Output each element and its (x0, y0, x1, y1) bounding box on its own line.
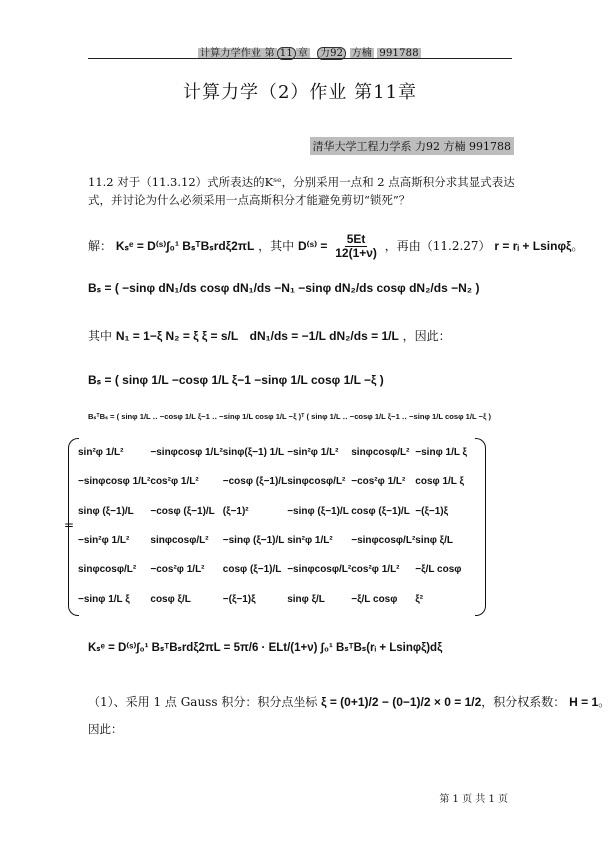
therefore-text: ，因此： (402, 329, 451, 343)
matrix-cell: cosφ 1/L ξ (415, 476, 464, 488)
affiliation: 清华大学工程力学系 力92 方楠 991788 (310, 137, 514, 155)
part1-text-1: （1）、采用 1 点 Gauss 积分：积分点坐标 (88, 695, 318, 709)
header-mid: 章 (297, 48, 309, 59)
matrix-cell: cosφ (ξ−1)/L (222, 564, 282, 576)
matrix-cell: sinφ (ξ−1)/L (78, 505, 134, 517)
matrix-cell: −cosφ (ξ−1)/L (222, 476, 288, 488)
matrix-cell: sinφcosφ/L² (78, 564, 137, 576)
header-rule (88, 58, 512, 59)
matrix-cell: −sinφ 1/L ξ (78, 593, 130, 605)
n-definitions: N₁ = 1−ξ N₂ = ξ ξ = s/L (115, 329, 239, 343)
matrix-cell: −sinφ (ξ−1)/L (222, 535, 285, 547)
bs-row-2: Bₛ = ( sinφ 1/L −cosφ 1/L ξ−1 −sinφ 1/L cosφ 1/L −ξ ) (88, 373, 384, 387)
matrix-cell: (ξ−1)² (222, 505, 249, 517)
header-chapter: 11 (277, 47, 296, 60)
ds-numerator: 5Et (346, 232, 366, 246)
header-prefix: 计算力学作业 第 (200, 48, 275, 59)
solution-label: 解： (88, 239, 113, 253)
ks-expression: Kₛᵉ = D⁽ˢ⁾∫₀¹ BₛᵀBₛrdξ2πL (115, 239, 255, 253)
matrix-cell: sinφ(ξ−1) 1/L (222, 447, 285, 459)
matrix-cell: cos²φ 1/L² (150, 476, 199, 488)
again-text: ，再由（11.2.27） (384, 239, 491, 253)
matrix-cell: cosφ (ξ−1)/L (351, 505, 410, 517)
question-line-2: 式，并讨论为什么必须采用一点高斯积分才能避免剪切“锁死”？ (88, 193, 411, 207)
matrix-cell: sin²φ 1/L² (78, 447, 124, 459)
where-text: ，其中 (258, 239, 295, 253)
where-defs-line (88, 327, 451, 344)
matrix-cell: −sin²φ 1/L² (78, 535, 130, 547)
ds-fraction (333, 233, 379, 260)
matrix-cell: −sinφcosφ/L² (287, 564, 352, 576)
question-line-1: 11.2 对于（11.3.12）式所表达的Kˢᵉ，分别采用一点和 2 点高斯积分求其显式表达 (88, 175, 515, 189)
matrix-cell: −cos²φ 1/L² (351, 476, 406, 488)
where-label: 其中 (88, 329, 113, 343)
matrix-cell: ξ² (415, 593, 424, 605)
ds-lhs: D⁽ˢ⁾ = (297, 239, 328, 253)
matrix-cell: sin²φ 1/L² (287, 535, 333, 547)
matrix-cell: −ξ/L cosφ (351, 593, 398, 605)
period-text: 。 (571, 239, 584, 253)
header-student-id: 991788 (379, 48, 419, 59)
part1-text-2: ，积分权系数： (481, 695, 566, 709)
matrix-cell: −sin²φ 1/L² (287, 447, 339, 459)
part1-period: 。 (598, 695, 610, 709)
matrix-cell: −ξ/L cosφ (415, 564, 462, 576)
btb-matrix (78, 438, 476, 614)
part1-line-2: 因此： (88, 722, 123, 736)
matrix-cell: sinφ ξ/L (287, 593, 325, 605)
ds-denominator: 12(1+ν) (335, 246, 377, 260)
matrix-cell: sinφcosφ/L² (150, 535, 209, 547)
matrix-cell: −sinφcosφ 1/L² (78, 476, 151, 488)
matrix-cell: sinφcosφ/L² (351, 447, 410, 459)
matrix-right-bracket (475, 438, 486, 616)
page-footer: 第 1 页 共 1 页 (439, 794, 508, 805)
matrix-cell: −cosφ (ξ−1)/L (150, 505, 215, 517)
header-class: 力92 (317, 47, 346, 60)
matrix-cell: cosφ ξ/L (150, 593, 191, 605)
matrix-cell: sinφcosφ/L² (287, 476, 346, 488)
matrix-cell: −sinφcosφ/L² (351, 535, 416, 547)
matrix-cell: sinφ ξ/L (415, 535, 454, 547)
btb-line: BₛᵀBₛ = ( sinφ 1/L ‥ −cosφ 1/L ξ−1 ‥ −sinφ 1/L cosφ 1/L −ξ )ᵀ ( sinφ 1/L ‥ −cosφ 1/L ξ−1 ‥ −sinφ 1/L cosφ 1/L −ξ ) (88, 412, 492, 421)
weight-coefficient: H = 1 (569, 695, 599, 709)
r-expression: r = rᵢ + Lsinφξ (494, 239, 572, 253)
dn-definitions: dN₁/ds = −1/L dN₂/ds = 1/L (249, 329, 399, 343)
part1-line (88, 693, 610, 710)
header-name: 方楠 (351, 48, 372, 59)
ks-full-equation: Kₛᵉ = D⁽ˢ⁾∫₀¹ BₛᵀBₛrdξ2πL = 5π/6 · ELt/(1+ν) ∫₀¹ BₛᵀBₛ(rᵢ + Lsinφξ)dξ (88, 642, 443, 654)
matrix-cell: −(ξ−1)ξ (222, 593, 256, 605)
equals-sign: = (64, 518, 75, 532)
matrix-left-bracket (68, 438, 79, 616)
matrix-cell: cos²φ 1/L² (351, 564, 400, 576)
matrix-cell: −(ξ−1)ξ (415, 505, 449, 517)
integration-point-coordinate: ξ = (0+1)/2 − (0−1)/2 × 0 = 1/2 (321, 695, 482, 709)
solution-line-1 (88, 233, 583, 260)
matrix-grid (78, 438, 476, 614)
page-header (198, 44, 421, 59)
bs-row-1: Bₛ = ( −sinφ dN₁/ds cosφ dN₁/ds −N₁ −sinφ dN₂/ds cosφ dN₂/ds −N₂ ) (88, 281, 480, 295)
matrix-cell: −cos²φ 1/L² (150, 564, 205, 576)
page-title: 计算力学（2）作业 第11章 (182, 82, 418, 103)
question (88, 173, 528, 209)
matrix-cell: −sinφ (ξ−1)/L (287, 505, 349, 517)
matrix-cell: −sinφ 1/L ξ (415, 447, 467, 459)
matrix-cell: −sinφcosφ 1/L² (150, 447, 223, 459)
